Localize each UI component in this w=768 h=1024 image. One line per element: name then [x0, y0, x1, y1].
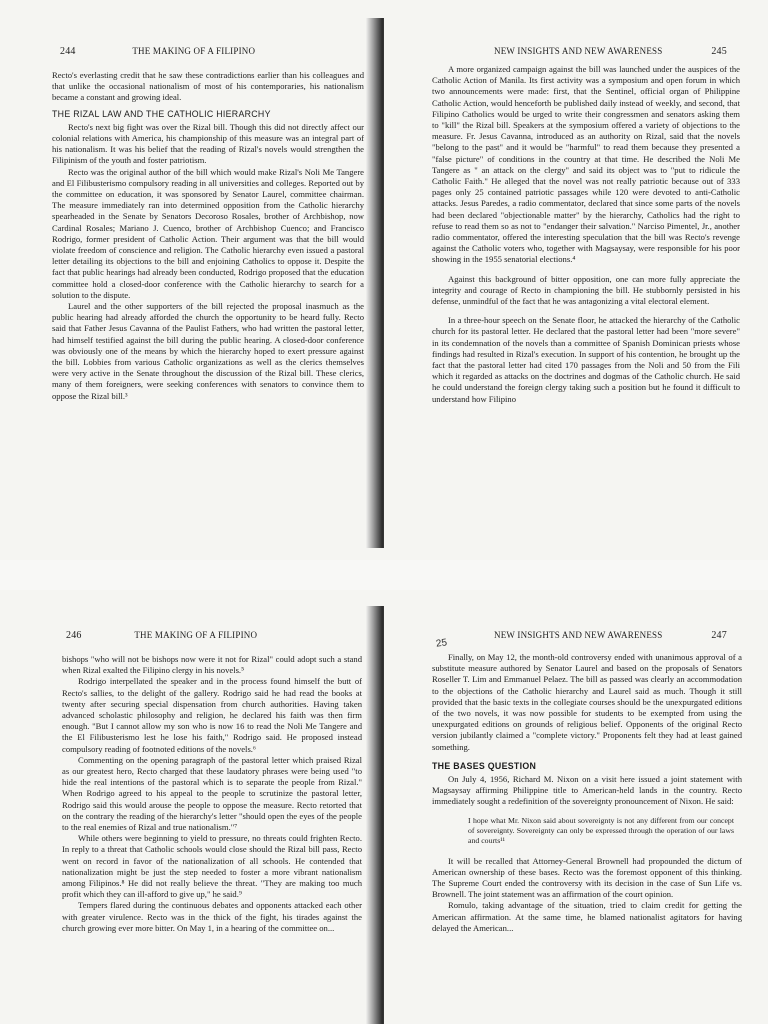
page-245 [384, 0, 768, 560]
page-body [432, 652, 742, 934]
paragraph: Against this background of bitter opposition, one can more fully appreciate the integrity and courage of Recto in championing the bill. He stubbornly persisted in his defense, unmindful of the fact that he was antagonizing a vital electoral element. [432, 273, 740, 307]
paragraph: Tempers flared during the continuous debates and opponents attacked each other with greater virulence. Recto was in the thick of the fight, his tirades against the church growing ever more bitter. On May 1, in a hearing of the committee on... [62, 900, 362, 933]
page-header [494, 46, 727, 57]
block-quote: I hope what Mr. Nixon said about sovereignty is not any different from our concept of sovereignty. Sovereignty can only be expressed through the operation of our laws and courts¹¹ [468, 815, 734, 845]
book-gutter-shadow [366, 606, 384, 1024]
page-244 [0, 0, 384, 560]
paragraph: Laurel and the other supporters of the bill rejected the proposal inasmuch as the public hearing had already afforded the church the opportunity to be heard fully. Recto said that Father Jesus Cavanna of the Paulist Fathers, who had written the pastoral letter, had himself testified against the bill during the public hearing. A closed-door conference was obviously one of the means by which the hierarchy hoped to exert pressure against the bill. Lobbies from various Catholic organizations as well as the clerics themselves were very active in the Senate throughout the discussion of the Rizal bill. These clerics, many of them foreigners, were seeking conferences with senators to convince them to oppose the Rizal bill.³ [52, 301, 364, 401]
paragraph: bishops "who will not be bishops now were it not for Rizal" could adopt such a stand when Rizal exalted the Filipino clergy in his novels.⁵ [62, 654, 362, 676]
section-heading: THE RIZAL LAW AND THE CATHOLIC HIERARCHY [52, 108, 271, 119]
paragraph: Recto's everlasting credit that he saw these contradictions earlier than his colleagues and that unlike the occasional nationalism of most of his contemporaries, his nationalism became a constant and growing ideal. [52, 70, 364, 103]
page-spread-divider [0, 560, 768, 590]
section-heading: THE BASES QUESTION [432, 760, 537, 771]
paragraph: Rodrigo interpellated the speaker and in the process found himself the butt of Recto's sallies, to the delight of the gallery. Rodrigo said he had read the books at twenty after securing special dispensation from church authorities. Having taken advanced scholastic philosophy and religion, he declared his faith was then firm enough. "But I cannot allow my son who is now 16 to read the Noli Me Tangere and the El Filibusterismo lest he lose his faith," Rodrigo said. He proposed instead compulsory reading of footnoted editions of the novels.⁶ [62, 676, 362, 754]
page-246 [0, 590, 384, 1024]
paragraph: It will be recalled that Attorney-General Brownell had propounded the dictum of American ownership of these bases. Recto was the foremost opponent of this thinking. The Supreme Court ended the controversy with its decision in the case of Sun Life vs. Brownell. The joint statement was an affirmation of the court opinion. [432, 855, 742, 900]
page-number: 246 [66, 630, 82, 641]
paragraph: Recto was the original author of the bill which would make Rizal's Noli Me Tangere and El Filibusterismo compulsory reading in all universities and colleges. Reported out by the committee on education, it was sponsored by Senator Laurel, committee chairman. The measure immediately ran into determined opposition from the Catholic hierarchy spearheaded in the Senate by Senators Decoroso Rosales, brother of Archbishop, now Cardinal Rosales; Mariano J. Cuenco, brother of Archbishop Cuenco; and Francisco Rodrigo, former president of Catholic Action. Their argument was that the bill would violate freedom of conscience and religion. The Catholic hierarchy even issued a pastoral letter detailing its objections to the bill and enjoining Catholics to oppose it. Despite the fact that public hearings had already been conducted, Rodrigo proposed that the education committee hold a closed-door conference with the Catholic hierarchy to search for a solution to the dispute. [52, 166, 364, 300]
paragraph: While others were beginning to yield to pressure, no threats could frighten Recto. In reply to a threat that Catholic schools would close should the Rizal bill pass, Recto went on record in favor of the nationalization of all schools. He contended that nationalization might be just the step needed to foster a more vibrant nationalism among Filipinos.⁸ He did not really believe the threat. "They are making too much profit which they can ill-afford to give up," he said.⁹ [62, 833, 362, 900]
page-body [52, 70, 364, 402]
page-header [494, 630, 727, 641]
handwritten-margin-mark: 25 [435, 637, 448, 650]
paragraph: Romulo, taking advantage of the situation, tried to claim credit for getting the American affirmation. At the same time, he blamed nationalist agitators for having delayed the American... [432, 900, 742, 933]
running-head: THE MAKING OF A FILIPINO [132, 46, 256, 56]
paragraph: Finally, on May 12, the month-old controversy ended with unanimous approval of a substitute measure authored by Senator Laurel and based on the proposals of Senators Roseller T. Lim and Emmanuel Pelaez. The bill as passed was clearly an accommodation to the objections of the Catholic hierarchy and Laurel said as much. Though it still provided that the basic texts in the collegiate courses should be the unexpurgated editions of the two novels, it was now possible for students to be exempted from using the unexpurgated editions on grounds of religious belief. Opponents of the original Recto version jubilantly claimed a "complete victory." Proponents felt they had at least gained something. [432, 652, 742, 752]
page-header [60, 46, 255, 57]
running-head: NEW INSIGHTS AND NEW AWARENESS [494, 46, 663, 56]
page-247 [384, 590, 768, 1024]
page-number: 244 [60, 46, 76, 57]
page-number: 245 [711, 46, 727, 57]
book-gutter-shadow [366, 18, 384, 548]
paragraph: On July 4, 1956, Richard M. Nixon on a visit here issued a joint statement with Magsaysay affirming Philippine title to American-held lands in the country. Recto immediately sought a redefinition of the sovereignty pronouncement of Nixon. He said: [432, 774, 742, 807]
running-head: THE MAKING OF A FILIPINO [134, 630, 258, 640]
page-header [66, 630, 257, 641]
paragraph: Recto's next big fight was over the Rizal bill. Though this did not directly affect our colonial relations with America, his championship of this measure was an integral part of his nationalism. It was his belief that the reading of Rizal's novels would strengthen the Filipinism of the youth and foster patriotism. [52, 121, 364, 166]
page-body [432, 64, 740, 405]
paragraph: Commenting on the opening paragraph of the pastoral letter which praised Rizal as our greatest hero, Recto charged that these laudatory phrases were being used "to hide the real intentions of the pastoral which is to separate the people from Rizal." When Rodrigo agreed to his appeal to the people to scrutinize the pastoral letter, Rodrigo said this would arouse the people to oppose the measure. Recto retorted that on the contrary the reading of the hierarchy's letter "should open the eyes of the people to the real enemies of Rizal and true nationalism."⁷ [62, 754, 362, 833]
running-head: NEW INSIGHTS AND NEW AWARENESS [494, 630, 663, 640]
paragraph: A more organized campaign against the bill was launched under the auspices of the Catholic Action of Manila. Its first activity was a symposium and open forum in which two announcements were made: first, that the Sentinel, official organ of Philippine Catholic Action, would henceforth be published daily instead of weekly, and second, that Filipino Catholics would be urged to write their congressmen and senators asking them to "kill" the Rizal bill. Speakers at the symposium offered a variety of objections to the measure. Fr. Jesus Cavanna, introduced as an authority on Rizal, said that the novels "belong to the past" and it would be "harmful" to read them because they presented a "false picture" of conditions in the country at that time. He described the Noli Me Tangere as " an attack on the clergy" and said its object was to "put to ridicule the Catholic Faith." He alleged that the novel was not really patriotic because out of 333 pages only 25 contained patriotic passages while 120 were devoted to anti-Catholic attacks. Jesus Paredes, a radio commentator, declared that since some parts of the novels had been declared "objectionable matter" by the hierarchy, Catholics had the right to refuse to read them so as not to "endanger their salvation." Narciso Pimentel, Jr., another radio commentator, offered the interesting speculation that the bill was Recto's revenge against the Catholic voters who, together with Magsaysay, were responsible for his poor showing in the 1955 senatorial elections.⁴ [432, 64, 740, 265]
paragraph: In a three-hour speech on the Senate floor, he attacked the hierarchy of the Catholic church for its pastoral letter. He declared that the pastoral letter had been "more severe" in its condemnation of the novels than a committee of Spanish Dominican priests whose findings had resulted in Rizal's execution. In support of his contention, he brought up the fact that the pastoral letter had cited 170 passages from the Noli and 50 from the Fili which it regarded as attacks on the doctrines and dogmas of the Catholic church. He said he could understand the foreign clergy taking such a position but he found it difficult to understand how Filipino [432, 315, 740, 404]
page-body [62, 654, 362, 934]
page-number: 247 [711, 630, 727, 641]
